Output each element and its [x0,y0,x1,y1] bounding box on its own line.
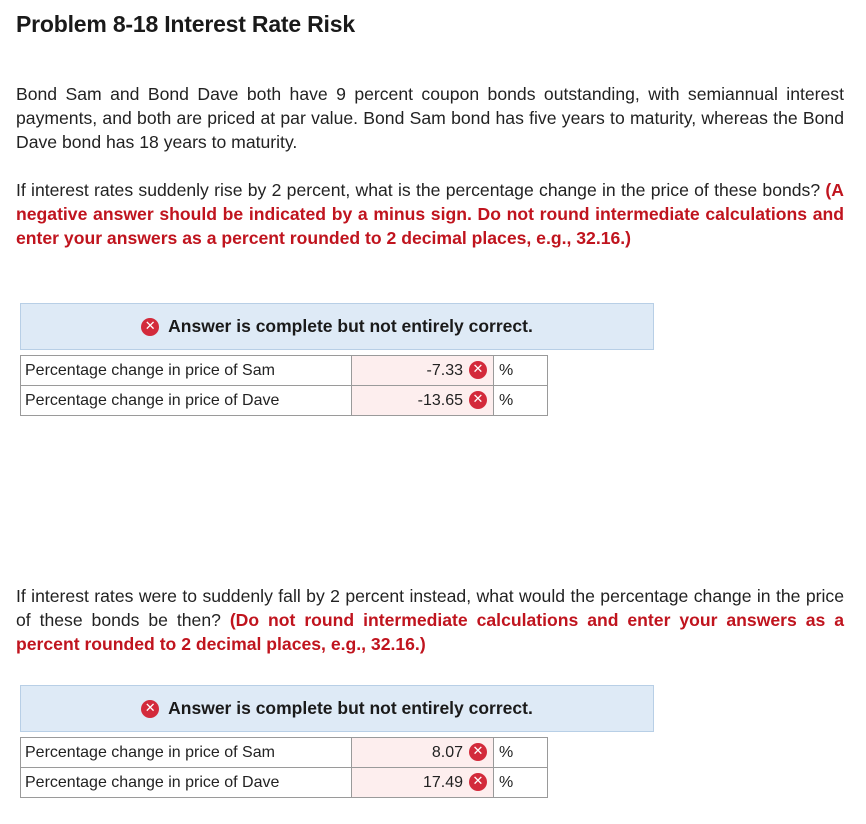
question-1 [16,178,844,250]
row-label: Percentage change in price of Sam [21,738,352,768]
answer-table-1 [20,355,548,416]
answer-input-sam[interactable] [352,738,494,768]
answer-value: 17.49 [422,773,463,791]
x-circle-icon: ✕ [469,773,487,791]
answer-value: 8.07 [431,743,463,761]
row-label: Percentage change in price of Dave [21,386,352,416]
question-2-instruction: (Do not round intermediate calculations and enter your answers as a percent rounded to 2 decimal places, e.g., 32.16.) [16,610,844,654]
row-label: Percentage change in price of Dave [21,768,352,798]
question-1-instruction: (A negative answer should be indicated by a minus sign. Do not round intermediate calculations and enter your answers as a percent rounded to 2 decimal places, e.g., 32.16.) [16,180,844,248]
x-circle-icon: ✕ [469,361,487,379]
x-circle-icon: ✕ [141,700,159,718]
answer-feedback-banner-1 [20,303,654,350]
unit-label: % [494,386,548,416]
question-2 [16,584,844,656]
answer-feedback-banner-2 [20,685,654,732]
banner-text: Answer is complete but not entirely correct. [168,316,533,336]
table-row [21,738,548,768]
unit-label: % [494,768,548,798]
table-row [21,356,548,386]
page-title: Problem 8-18 Interest Rate Risk [16,11,355,37]
answer-value: -13.65 [417,391,463,409]
unit-label: % [494,738,548,768]
x-circle-icon: ✕ [469,743,487,761]
unit-label: % [494,356,548,386]
answer-input-sam[interactable] [352,356,494,386]
answer-input-dave[interactable] [352,386,494,416]
row-label: Percentage change in price of Sam [21,356,352,386]
table-row [21,386,548,416]
answer-value: -7.33 [426,361,463,379]
question-2-text: If interest rates were to suddenly fall by 2 percent instead, what would the percentage change in the price of these bonds be then? [16,586,844,630]
question-1-text: If interest rates suddenly rise by 2 percent, what is the percentage change in the price of these bonds? [16,180,821,200]
answer-input-dave[interactable] [352,768,494,798]
x-circle-icon: ✕ [469,391,487,409]
table-row [21,768,548,798]
intro-paragraph: Bond Sam and Bond Dave both have 9 percent coupon bonds outstanding, with semiannual interest payments, and both are priced at par value. Bond Sam bond has five years to maturity, whereas the Bond Dave bond has 18 years to maturity. [16,84,844,152]
x-circle-icon: ✕ [141,318,159,336]
banner-text: Answer is complete but not entirely correct. [168,698,533,718]
answer-table-2 [20,737,548,798]
